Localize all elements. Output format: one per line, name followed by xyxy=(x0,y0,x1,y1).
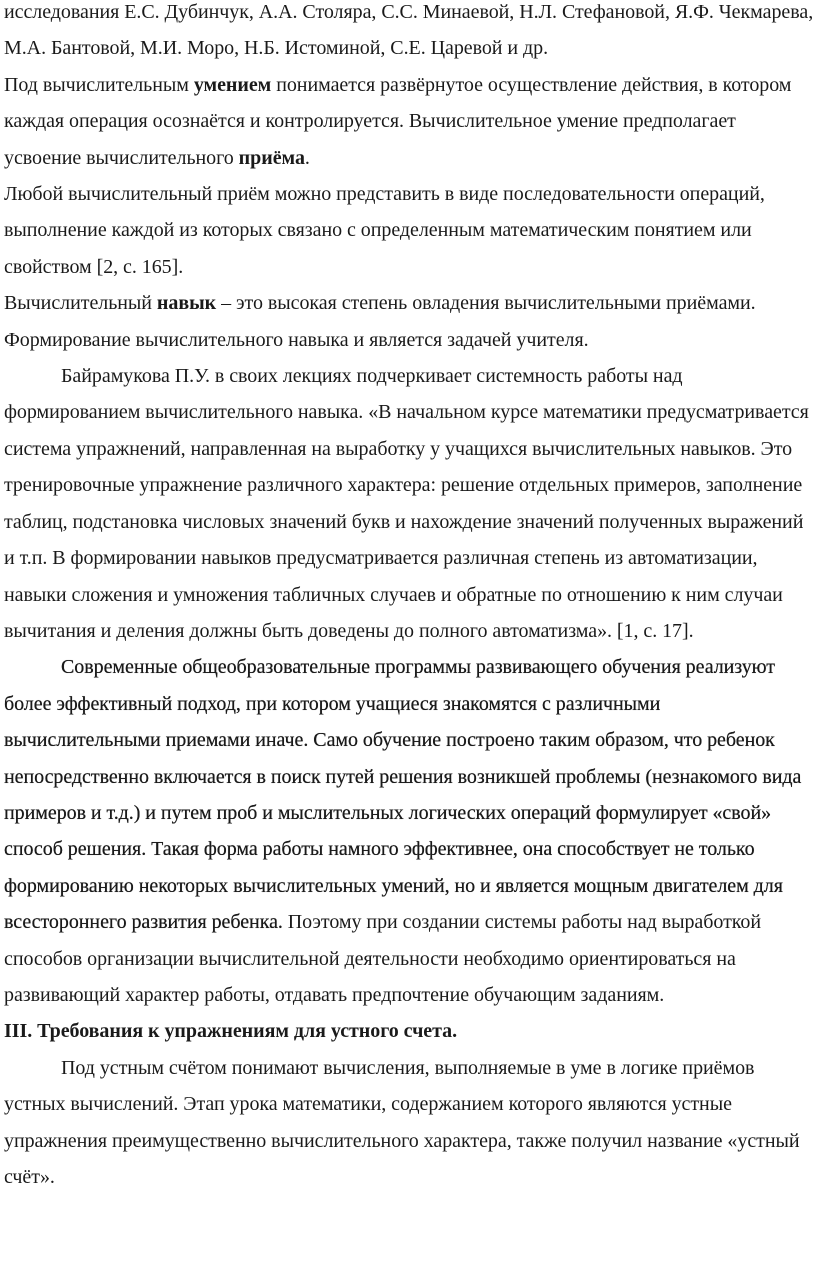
text-run: – это высокая степень овладения вычислительными приёмами. Формирование вычислительного навыка и является задачей учителя. xyxy=(4,292,756,351)
term-navyk: навык xyxy=(156,292,217,315)
paragraph-oral-counting: Под устным счётом понимают вычисления, выполняемые в уме в логике приёмов устных вычислений. Этап урока математики, содержанием которого являются устные упражнения преимущественно вычислительного характера, также получил название «устный счёт». xyxy=(4,1056,800,1188)
term-priem: приёма xyxy=(238,146,305,169)
paragraph-technique: Любой вычислительный приём можно представить в виде последовательности операций, выполнение каждой из которых связано с определенным математическим понятием или свойством [2, с. 165]. xyxy=(4,183,765,278)
text-run: Под вычислительным xyxy=(4,73,194,96)
paragraph-modern-programs xyxy=(4,649,816,1013)
section-heading: III. Требования к упражнениям для устного счета. xyxy=(4,1020,458,1043)
paragraph-bayramukova-quote: Байрамукова П.У. в своих лекциях подчеркивает системность работы над формированием вычислительного навыка. «В начальном курсе математики предусматривается система упражнений, направленная на выработку у учащихся вычислительных навыков. Это тренировочные упражнение различного характера: решение отдельных примеров, заполнение таблиц, подстановка числовых значений букв и нахождение значений полученных выражений и т.п. В формировании навыков предусматривается различная степень из автоматизации, навыки сложения и умножения табличных случаев и обратные по отношению к ним случаи вычитания и деления должны быть доведены до полного автоматизма». [1, с. 17]. xyxy=(4,365,809,642)
paragraph-skill-definition xyxy=(4,67,816,176)
text-run: Вычислительный xyxy=(4,292,157,315)
paragraph-habit-definition xyxy=(4,285,816,358)
paragraph-researchers: исследования Е.С. Дубинчук, А.А. Столяра, С.С. Минаевой, Н.Л. Стефановой, Я.Ф. Чекмарева, М.А. Бантовой, М.И. Моро, Н.Б. Истоминой, С.Е. Царевой и др. xyxy=(4,1,814,60)
text-run: Поэтому при создании системы работы над выработкой способов организации вычислительной деятельности необходимо ориентироваться на развивающий характер работы, отдавать предпочтение обучающим заданиям. xyxy=(4,911,762,1006)
text-run: понимается развёрнутое осуществление действия, в котором каждая операция осознаётся и контролируется. Вычислительное умение предполагает усвоение вычислительного xyxy=(4,73,792,169)
text-run-emphasis: Современные общеобразовательные программы развивающего обучения реализуют более эффективный подход, при котором учащиеся знакомятся с различными вычислительными приемами иначе. Само обучение построено таким образом, что ребенок непосредственно включается в поиск путей решения возникшей проблемы (незнакомого вида примеров и т.д.) и путем проб и мыслительных логических операций формулирует «свой» способ решения. Такая форма работы намного эффективнее, она способствует не только формированию некоторых вычислительных умений, но и является мощным двигателем для всестороннего развития ребенка. xyxy=(4,656,802,934)
term-umenie: умением xyxy=(193,73,272,96)
text-run: . xyxy=(304,146,310,169)
